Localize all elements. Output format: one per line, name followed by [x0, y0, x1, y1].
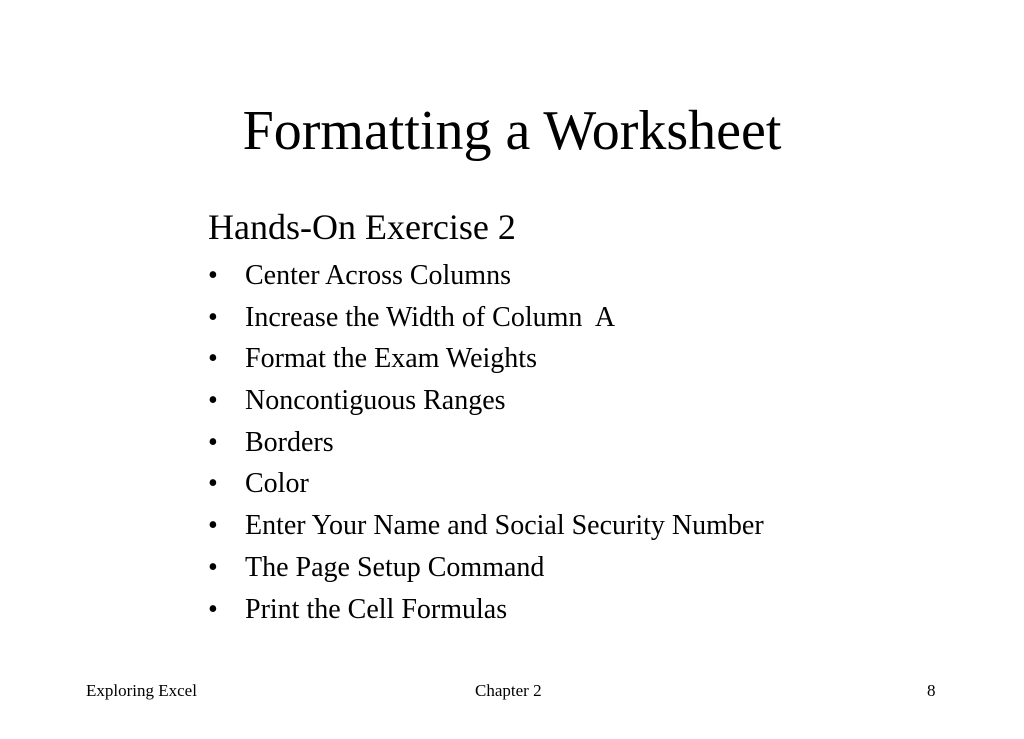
bullet-item: [208, 505, 764, 547]
bullet-icon: •: [208, 510, 218, 542]
footer-page-number: 8: [927, 681, 936, 700]
bullet-icon: •: [208, 343, 218, 375]
bullet-item: [208, 380, 764, 422]
footer-chapter: Chapter 2: [475, 681, 542, 700]
bullet-list: [208, 255, 764, 630]
bullet-item: [208, 463, 764, 505]
bullet-item: [208, 255, 764, 297]
bullet-item: [208, 422, 764, 464]
bullet-item: [208, 589, 764, 631]
bullet-label: Center Across Columns: [245, 260, 511, 291]
bullet-item: [208, 338, 764, 380]
bullet-label: Borders: [245, 426, 334, 458]
bullet-icon: •: [208, 468, 218, 500]
slide-title: Formatting a Worksheet: [242, 100, 782, 162]
bullet-icon: •: [208, 551, 218, 583]
bullet-icon: •: [208, 301, 218, 333]
bullet-label: Increase the Width of Column A: [245, 301, 616, 333]
bullet-item: [208, 547, 764, 589]
bullet-icon: •: [208, 426, 218, 458]
bullet-icon: •: [208, 593, 218, 625]
bullet-item: [208, 297, 764, 339]
bullet-label: Color: [245, 468, 309, 500]
bullet-label: The Page Setup Command: [245, 551, 545, 583]
bullet-label: Enter Your Name and Social Security Number: [245, 510, 764, 542]
bullet-label: Format the Exam Weights: [245, 343, 537, 375]
bullet-label: Noncontiguous Ranges: [245, 385, 506, 417]
slide-subtitle: Hands-On Exercise 2: [208, 207, 516, 247]
bullet-label: Print the Cell Formulas: [245, 593, 508, 625]
bullet-icon: •: [208, 385, 218, 417]
footer-course-name: Exploring Excel: [86, 681, 197, 700]
bullet-icon: •: [208, 260, 218, 291]
